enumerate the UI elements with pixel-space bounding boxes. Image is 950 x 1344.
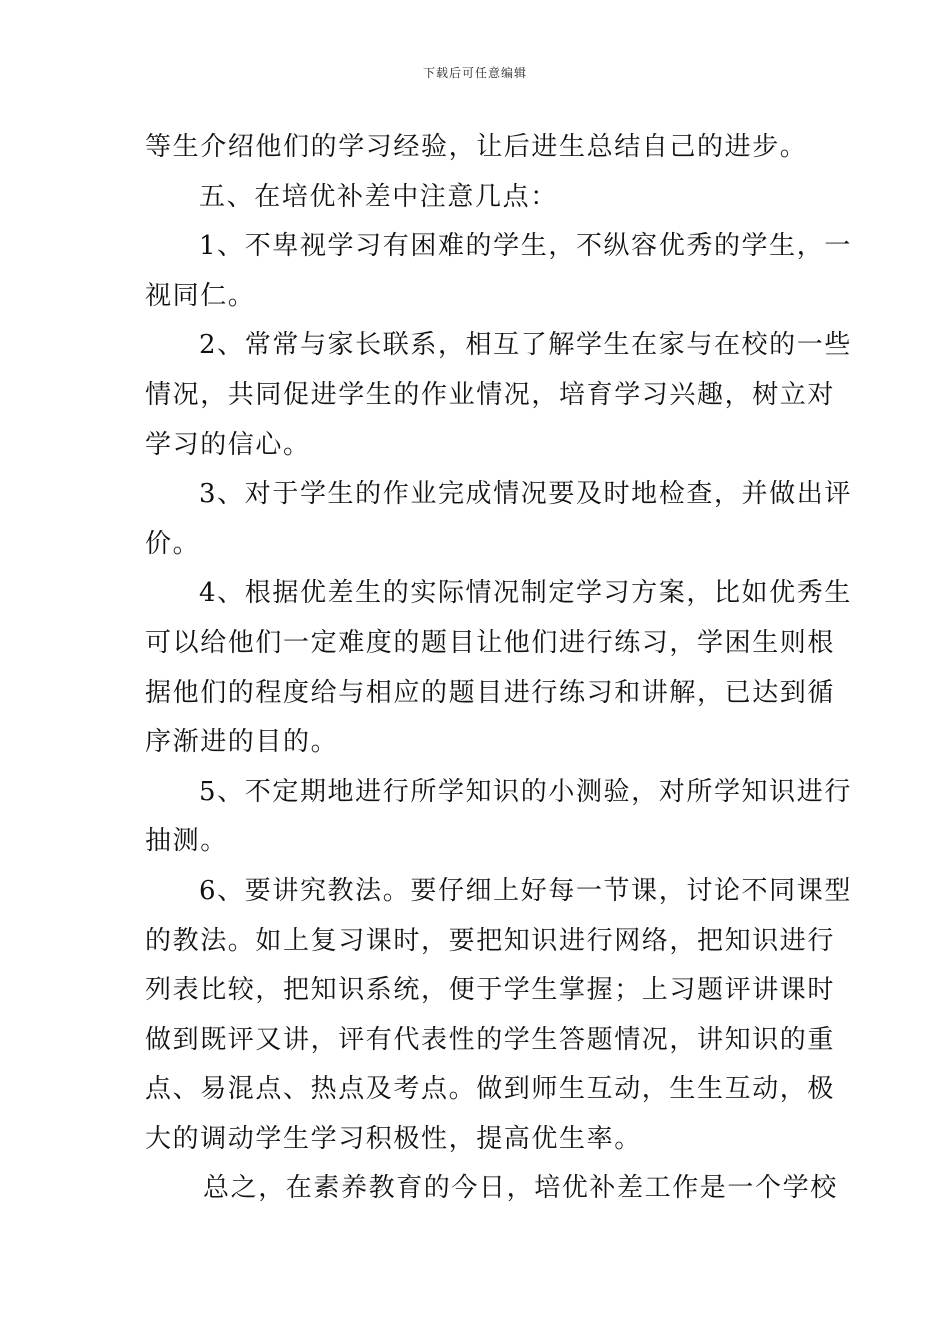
text-line: 点、易混点、热点及考点。做到师生互动，生生互动，极	[145, 1074, 836, 1105]
text-line: 的教法。如上复习课时，要把知识进行网络，把知识进行	[145, 925, 836, 956]
text-line: 大的调动学生学习积极性，提高优生率。	[145, 1123, 642, 1154]
text-line: 4、根据优差生的实际情况制定学习方案，比如优秀生	[199, 578, 852, 609]
text-line: 5、不定期地进行所学知识的小测验，对所学知识进行	[199, 776, 852, 807]
text-line: 价。	[145, 528, 201, 559]
text-line: 2、常常与家长联系，相互了解学生在家与在校的一些	[199, 330, 852, 361]
text-line: 1、不卑视学习有困难的学生，不纵容优秀的学生，一	[199, 231, 852, 262]
text-line: 视同仁。	[145, 280, 256, 311]
text-line: 情况，共同促进学生的作业情况，培育学习兴趣，树立对	[145, 379, 836, 410]
document-body	[145, 123, 852, 1214]
text-line: 学习的信心。	[145, 429, 311, 460]
text-line: 据他们的程度给与相应的题目进行练习和讲解，已达到循	[145, 677, 836, 708]
text-line: 等生介绍他们的学习经验，让后进生总结自己的进步。	[145, 132, 808, 162]
text-line: 做到既评又讲，评有代表性的学生答题情况，讲知识的重	[145, 1024, 836, 1055]
text-line: 序渐进的目的。	[145, 727, 339, 758]
text-line: 总之，在素养教育的今日，培优补差工作是一个学校	[203, 1173, 838, 1204]
text-line: 3、对于学生的作业完成情况要及时地检查，并做出评	[199, 479, 852, 510]
section-heading: 五、在培优补差中注意几点：	[199, 181, 558, 212]
text-line: 可以给他们一定难度的题目让他们进行练习，学困生则根	[145, 627, 836, 658]
text-line: 抽测。	[145, 826, 228, 857]
page-header: 下载后可任意编辑	[422, 66, 527, 80]
text-line: 6、要讲究教法。要仔细上好每一节课，讨论不同课型	[199, 875, 852, 906]
text-line: 列表比较，把知识系统，便于学生掌握；上习题评讲课时	[145, 975, 836, 1006]
